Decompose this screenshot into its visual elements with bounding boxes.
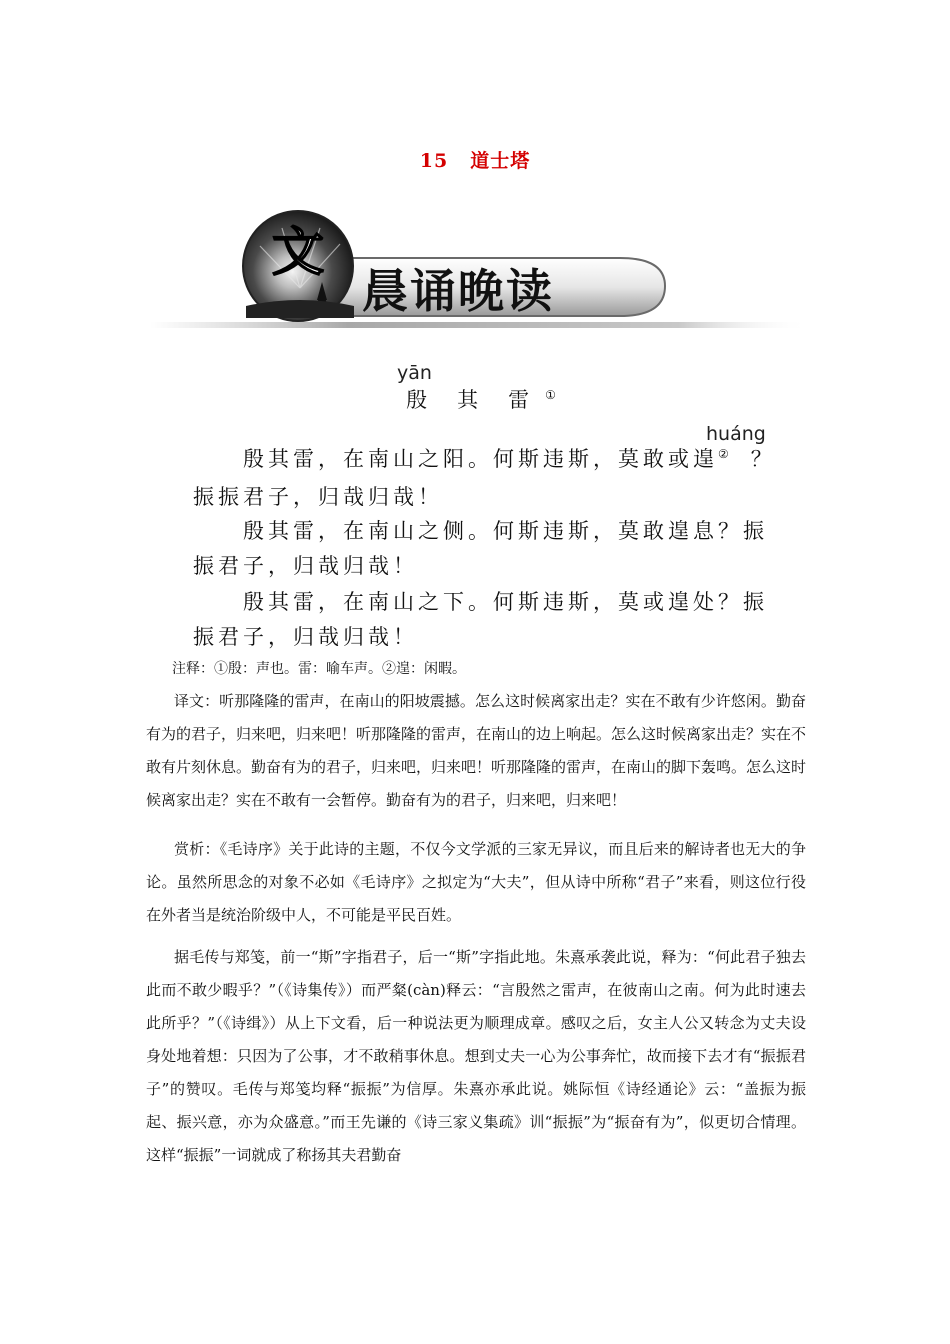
appreciation-paragraph: 赏析：《毛诗序》关于此诗的主题，不仅今文学派的三家无异议，而且后来的解诗者也无大的争论。虽然所思念的对象不必如《毛诗序》之拟定为“大夫”，但从诗中所称“君子”来看，则这位行役在外者当是统治阶级中人，不可能是平民百姓。 (146, 840, 806, 924)
title-pinyin: yān (397, 362, 432, 384)
banner-logo-text: 文 (271, 222, 325, 283)
verse-line: 振君子，归哉归哉！ (193, 625, 418, 649)
verse-line: 振君子，归哉归哉！ (193, 554, 418, 578)
chapter-heading (0, 146, 950, 173)
banner-title: 晨诵晚读 (362, 264, 554, 318)
footnote-marker: ① (545, 388, 558, 402)
verse-pinyin: huáng (706, 423, 766, 445)
verse-line: 殷其雷，在南山之下。何斯违斯，莫或遑处？振 (243, 590, 768, 614)
poem-title (0, 384, 950, 414)
appreciation-paragraph: 据毛传与郑笺，前一“斯”字指君子，后一“斯”字指此地。朱熹承袭此说，释为：“何此君子独去此而不敢少暇乎？”（《诗集传》）而严粲(càn)释云：“言殷然之雷声，在彼南山之南。何为此时速去此所乎？”（《诗缉》）从上下文看，后一种说法更为顺理成章。感叹之后，女主人公又转念为丈夫设身处地着想：只因为了公事，才不敢稍事休息。想到丈夫一心为公事奔忙，故而接下去才有“振振君子”的赞叹。毛传与郑笺均释“振振”为信厚。朱熹亦承此说。姚际恒《诗经通论》云：“盖振为振起、振兴意，亦为众盛意。”而王先谦的《诗三家义集疏》训“振振”为“振奋有为”，似更切合情理。这样“振振”一词就成了称扬其夫君勤奋 (146, 948, 806, 1164)
poem-title-char: 其 (457, 388, 481, 412)
poem-title-char: 殷 (406, 388, 430, 412)
poem-title-char: 雷 (508, 388, 532, 412)
notes: 注释：①殷：声也。雷：喻车声。②遑：闲暇。 (172, 661, 466, 677)
chapter-number: 15 (419, 150, 449, 172)
verse-line: 殷其雷，在南山之侧。何斯违斯，莫敢遑息？振 (243, 519, 768, 543)
translation-paragraph: 译文：听那隆隆的雷声，在南山的阳坡震撼。怎么这时候离家出走？实在不敢有少许悠闲。勤奋有为的君子，归来吧，归来吧！听那隆隆的雷声，在南山的边上响起。怎么这时候离家出走？实在不敢有片刻休息。勤奋有为的君子，归来吧，归来吧！听那隆隆的雷声，在南山的脚下轰鸣。怎么这时候离家出走？实在不敢有一会暂停。勤奋有为的君子，归来吧，归来吧！ (146, 692, 807, 809)
footnote-marker: ② (718, 447, 733, 461)
banner-underline (150, 322, 810, 328)
verse-line: 振振君子，归哉归哉！ (193, 485, 443, 509)
annotated-word: 遑 (693, 447, 718, 471)
chapter-title: 道士塔 (470, 150, 531, 172)
verse-line: 殷其雷，在南山之阳。何斯违斯，莫敢或遑② ？ (243, 447, 776, 471)
